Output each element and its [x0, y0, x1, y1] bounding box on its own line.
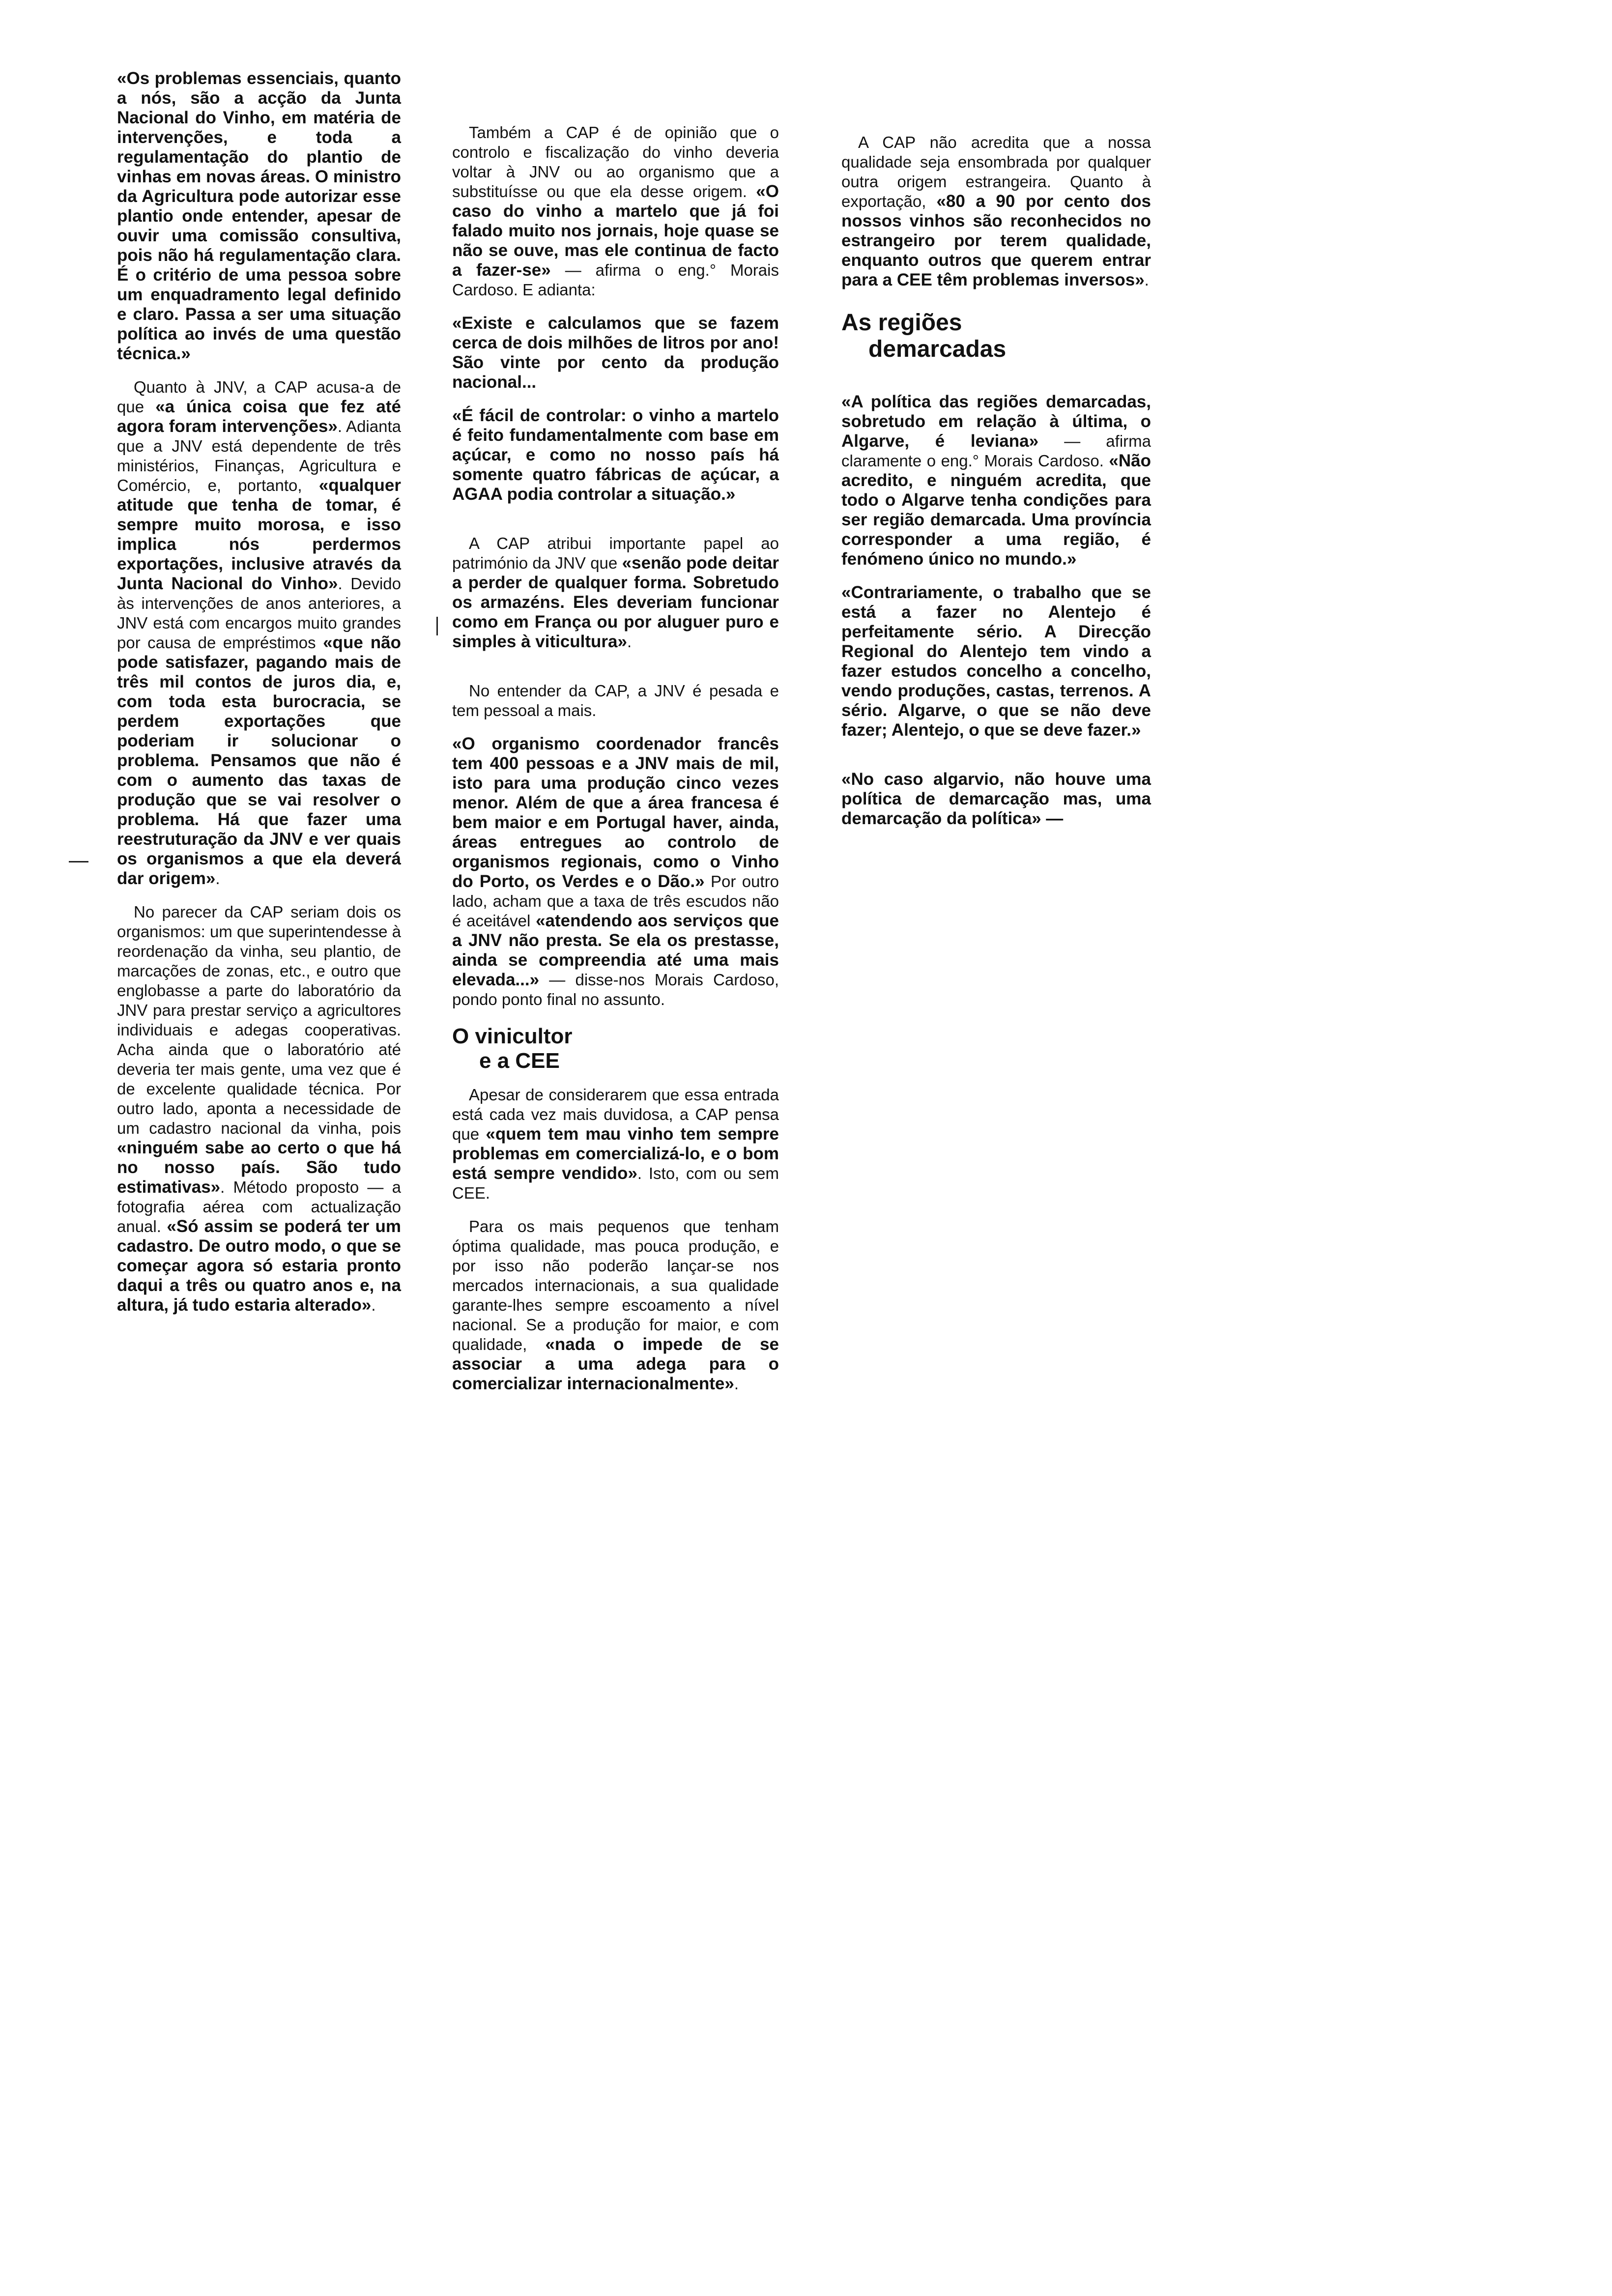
paragraph-wine-control: Também a CAP é de opinião que o controlo e fiscalização do vinho deveria voltar à JNV ou ao organismo que a substituísse ou que ela desse origem. «O caso do vinho a martelo que já foi falado muito nos jornais, hoje quase se não se ouve, mas ele continua de facto a fazer-se» — afirma o eng.° Morais Cardoso. E adianta:	[452, 123, 779, 299]
column-1	[117, 69, 401, 1329]
section-heading-regions: As regiões demarcadas	[841, 310, 1007, 362]
section-heading-vinicultor: O vinicultor e a CEE	[452, 1024, 573, 1073]
paragraph-jnv-accusation: Quanto à JNV, a CAP acusa-a de que «a única coisa que fez até agora foram intervenções». Adianta que a JNV está dependente de três ministérios, Finanças, Agricultura e Comércio, e, portanto, «qualquer atitude que tenha de tomar, é sempre muito morosa, e isso implica nós perdermos exportações, inclusive através da Junta Nacional do Vinho». Devido às intervenções de anos anteriores, a JNV está com encargos muito grandes por causa de empréstimos «que não pode satisfazer, pagando mais de três mil contos de juros dia, e, com toda esta burocracia, se perdem exportações que poderiam ir solucionar o problema. Pensamos que não é com o aumento das taxas de produção que se vai resolver o problema. Há que fazer uma reestruturação da JNV e ver quais os organismos a que ela deverá dar origem».	[117, 378, 402, 888]
paragraph-staff: No entender da CAP, a JNV é pesada e tem pessoal a mais.	[452, 682, 779, 719]
scan-mark-left	[69, 861, 88, 862]
paragraph-quality: A CAP não acredita que a nossa qualidade seja ensombrada por qualquer outra origem estrangeira. Quanto à exportação, «80 a 90 por cento dos nossos vinhos são reconhecidos no estrangeiro por terem qualidade, enquanto outros que querem entrar para a CEE têm problemas inversos».	[841, 133, 1151, 289]
paragraph-cee: Apesar de considerarem que essa entrada está cada vez mais duvidosa, a CAP pensa que «quem tem mau vinho tem sempre problemas em comercializá-lo, e o bom está sempre vendido». Isto, com ou sem CEE.	[452, 1086, 779, 1202]
paragraph-quote-litres: «Existe e calculamos que se fazem cerca de dois milhões de litros por ano! São vinte por cento da produção nacional...	[452, 314, 779, 392]
paragraph-algarvio: «No caso algarvio, não houve uma política de demarcação mas, uma demarcação da política» —	[841, 770, 1151, 828]
paragraph-algarve: «A política das regiões demarcadas, sobretudo em relação à última, o Algarve, é leviana» — afirma claramente o eng.° Morais Cardoso. «Não acredito, e ninguém acredita, que todo o Algarve tenha condições para ser região demarcada. Uma província corresponder a uma região, é fenómeno único no mundo.»	[841, 392, 1151, 569]
quote: «Os problemas essenciais, quanto a nós, são a acção da Junta Nacional do Vinho, em matéria de intervenções, e toda a regulamentação do plantio de vinhas em novas áreas. O ministro da Agricultura pode autorizar esse plantio onde entender, apesar de ouvir uma comissão consultiva, pois não há regulamentação clara. É o critério de uma pessoa sobre um enquadramento legal definido e claro. Passa a ser uma situação política ao invés de uma questão técnica.»	[117, 69, 401, 363]
paragraph-quote-sugar: «É fácil de controlar: o vinho a martelo é feito fundamentalmente com base em açúcar, e como no nosso país há somente quatro fábricas de açúcar, a AGAA podia controlar a situação.»	[452, 406, 779, 504]
paragraph-essential-problems	[117, 69, 401, 364]
paragraph-heritage: A CAP atribui importante papel ao património da JNV que «senão pode deitar a perder de qualquer forma. Sobretudo os armazéns. Eles deveriam funcionar como em França ou por aluguer puro e simples à viticultura».	[452, 534, 779, 651]
paragraph-two-organisms: No parecer da CAP seriam dois os organismos: um que superintendesse à reordenação da vinha, seu plantio, de marcações de zonas, etc., e outro que englobasse a parte do laboratório da JNV para prestar serviço a agricultores individuais e adegas cooperativas. Acha ainda que o laboratório até deveria ter mais gente, uma vez que é de excelente qualidade técnica. Por outro lado, aponta a necessidade de um cadastro nacional da vinha, pois «ninguém sabe ao certo o que há no nosso país. São tudo estimativas». Método proposto — a fotografia aérea com actualização anual. «Só assim se poderá ter um cadastro. De outro modo, o que se começar agora só estaria pronto daqui a três ou quatro anos e, na altura, já tudo estaria alterado».	[117, 903, 401, 1315]
paragraph-small-producers: Para os mais pequenos que tenham óptima qualidade, mas pouca produção, e por isso não poderão lançar-se nos mercados internacionais, a sua qualidade garante-lhes sempre escoamento a nível nacional. Se a produção for maior, e com qualidade, «nada o impede de se associar a uma adega para o comercializar internacionalmente».	[452, 1217, 779, 1393]
paragraph-french-organism: «O organismo coordenador francês tem 400 pessoas e a JNV mais de mil, isto para uma produção cinco vezes menor. Além de que a área francesa é bem maior e em Portugal haver, ainda, áreas entregues ao controlo de organismos regionais, como o Vinho do Porto, os Verdes e o Dão.» Por outro lado, acham que a taxa de três escudos não é aceitável «atendendo aos serviços que a JNV não presta. Se ela os prestasse, ainda se compreendia até uma mais elevada...» — disse-nos Morais Cardoso, pondo ponto final no assunto.	[452, 734, 779, 1008]
column-2	[452, 123, 779, 1407]
scan-mark-center	[436, 617, 438, 635]
paragraph-alentejo: «Contrariamente, o trabalho que se está a fazer no Alentejo é perfeitamente sério. A Direcção Regional do Alentejo tem vindo a fazer estudos concelho a concelho, vendo produções, castas, terrenos. A sério. Algarve, o que se não deve fazer; Alentejo, o que se deve fazer.»	[841, 583, 1151, 740]
column-3	[841, 133, 1151, 842]
